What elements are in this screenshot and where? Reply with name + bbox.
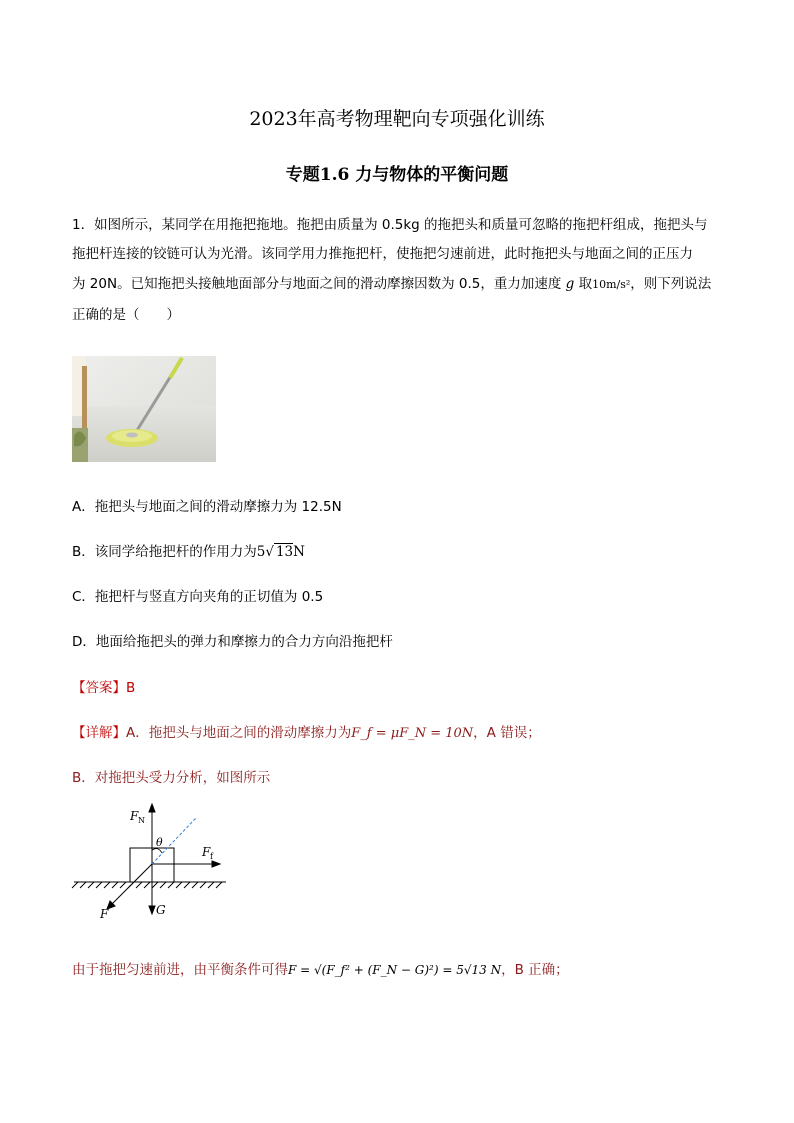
friction-formula: F_f = μF_N = 10N <box>351 726 474 741</box>
page-subtitle: 专题1.6 力与物体的平衡问题 <box>285 165 509 185</box>
answer-value: B <box>126 680 136 696</box>
option-b: B．该同学给拖把杆的作用力为5√ 13N <box>72 544 305 560</box>
answer <box>72 676 135 696</box>
question-line-4: 正确的是（ ） <box>72 307 180 323</box>
question-line-2: 拖把杆连接的铰链可认为光滑。该同学用力推拖把杆，使拖把匀速前进，此时拖把头与地面之间的正压力 <box>72 246 693 262</box>
f-label: F <box>100 907 109 921</box>
option-c: C．拖把杆与竖直方向夹角的正切值为 0.5 <box>72 589 324 605</box>
explanation-label: 【详解】 <box>72 725 126 741</box>
g-label: G <box>156 903 166 917</box>
option-a: A．拖把头与地面之间的滑动摩擦力为 12.5N <box>72 499 342 515</box>
ff-label: F <box>202 845 211 859</box>
mop-photo <box>72 356 216 462</box>
question-line-1: 1．如图所示，某同学在用拖把拖地。拖把由质量为 0.5kg 的拖把头和质量可忽略的拖把杆组成，拖把头与 <box>72 217 708 233</box>
answer-label: 【答案】 <box>72 680 126 696</box>
resultant-formula: F = √(F_f² + (F_N − G)²) = 5√13 N <box>288 963 502 977</box>
option-d: D．地面给拖把头的弹力和摩擦力的合力方向沿拖把杆 <box>72 634 393 650</box>
explanation-b-intro: B．对拖把头受力分析，如图所示 <box>72 770 271 786</box>
fn-sub-label: N <box>138 816 145 825</box>
theta-label: θ <box>156 836 163 849</box>
question-line-3: 为 20N。已知拖把头接触地面部分与地面之间的滑动摩擦因数为 0.5，重力加速度 g 取10m/s²，则下列说法 <box>72 276 712 292</box>
force-diagram <box>70 802 240 922</box>
explanation-a: 【详解】A．拖把头与地面之间的滑动摩擦力为F_f = μF_N = 10N，A 错误； <box>72 725 541 741</box>
page-title: 2023年高考物理靶向专项强化训练 <box>249 108 545 130</box>
explanation-b-conclusion: 由于拖把匀速前进，由平衡条件可得F = √(F_f² + (F_N − G)²) = 5√13 N，B 正确； <box>72 962 569 978</box>
ff-sub-label: f <box>210 852 213 861</box>
fn-label: F <box>130 809 139 823</box>
